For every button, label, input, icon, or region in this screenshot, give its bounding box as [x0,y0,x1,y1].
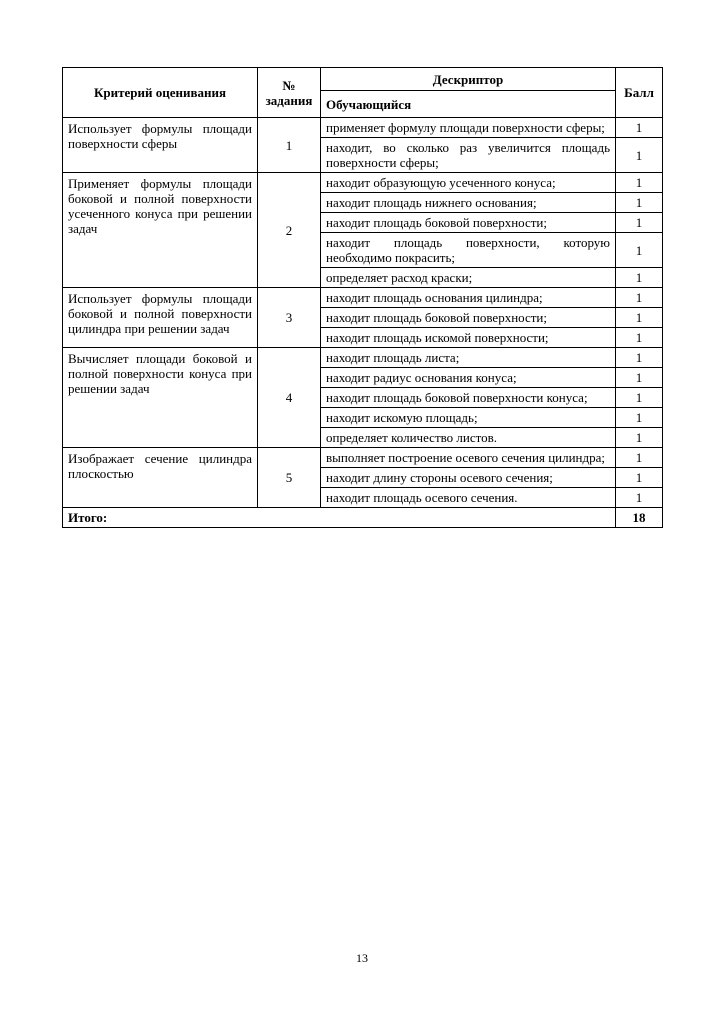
score-cell: 1 [616,233,663,268]
assessment-rubric-sheet [62,67,662,528]
rubric-table-footer [63,508,663,528]
task-number-cell: 4 [258,348,321,448]
header-learner: Обучающийся [321,91,616,118]
descriptor-cell: находит площадь осевого сечения. [321,488,616,508]
rubric-table [62,67,663,528]
rubric-table-body [63,118,663,508]
score-cell: 1 [616,173,663,193]
score-cell: 1 [616,348,663,368]
descriptor-cell: находит площадь листа; [321,348,616,368]
score-cell: 1 [616,368,663,388]
descriptor-cell: находит радиус основания конуса; [321,368,616,388]
task-number-cell: 3 [258,288,321,348]
score-cell: 1 [616,428,663,448]
score-cell: 1 [616,118,663,138]
descriptor-cell: находит площадь боковой поверхности; [321,308,616,328]
task-number-cell: 2 [258,173,321,288]
criterion-cell: Изображает сечение цилиндра плоскостью [63,448,258,508]
total-label: Итого: [63,508,616,528]
task-number-cell: 5 [258,448,321,508]
score-cell: 1 [616,488,663,508]
descriptor-cell: находит площадь основания цилиндра; [321,288,616,308]
descriptor-cell: находит, во сколько раз увеличится площадь поверхности сферы; [321,138,616,173]
descriptor-cell: выполняет построение осевого сечения цилиндра; [321,448,616,468]
criterion-cell: Использует формулы площади боковой и полной поверхности цилиндра при решении задач [63,288,258,348]
descriptor-cell: применяет формулу площади поверхности сферы; [321,118,616,138]
table-row [63,448,663,468]
rubric-table-header [63,68,663,118]
score-cell: 1 [616,288,663,308]
table-row [63,348,663,368]
descriptor-cell: находит длину стороны осевого сечения; [321,468,616,488]
score-cell: 1 [616,468,663,488]
score-cell: 1 [616,193,663,213]
score-cell: 1 [616,408,663,428]
header-criterion: Критерий оценивания [63,68,258,118]
score-cell: 1 [616,448,663,468]
page-number: 13 [356,951,368,965]
total-score: 18 [616,508,663,528]
descriptor-cell: определяет количество листов. [321,428,616,448]
descriptor-cell: находит площадь искомой поверхности; [321,328,616,348]
descriptor-cell: находит площадь боковой поверхности конуса; [321,388,616,408]
table-row [63,173,663,193]
header-descriptor: Дескриптор [321,68,616,91]
score-cell: 1 [616,268,663,288]
task-number-cell: 1 [258,118,321,173]
table-row [63,288,663,308]
score-cell: 1 [616,213,663,233]
criterion-cell: Применяет формулы площади боковой и полной поверхности усеченного конуса при решении задач [63,173,258,288]
score-cell: 1 [616,138,663,173]
descriptor-cell: находит образующую усеченного конуса; [321,173,616,193]
header-score: Балл [616,68,663,118]
criterion-cell: Использует формулы площади поверхности сферы [63,118,258,173]
descriptor-cell: находит площадь поверхности, которую необходимо покрасить; [321,233,616,268]
score-cell: 1 [616,388,663,408]
descriptor-cell: находит площадь нижнего основания; [321,193,616,213]
table-row [63,118,663,138]
score-cell: 1 [616,328,663,348]
header-task-number: № задания [258,68,321,118]
descriptor-cell: находит площадь боковой поверхности; [321,213,616,233]
descriptor-cell: находит искомую площадь; [321,408,616,428]
score-cell: 1 [616,308,663,328]
descriptor-cell: определяет расход краски; [321,268,616,288]
criterion-cell: Вычисляет площади боковой и полной поверхности конуса при решении задач [63,348,258,448]
